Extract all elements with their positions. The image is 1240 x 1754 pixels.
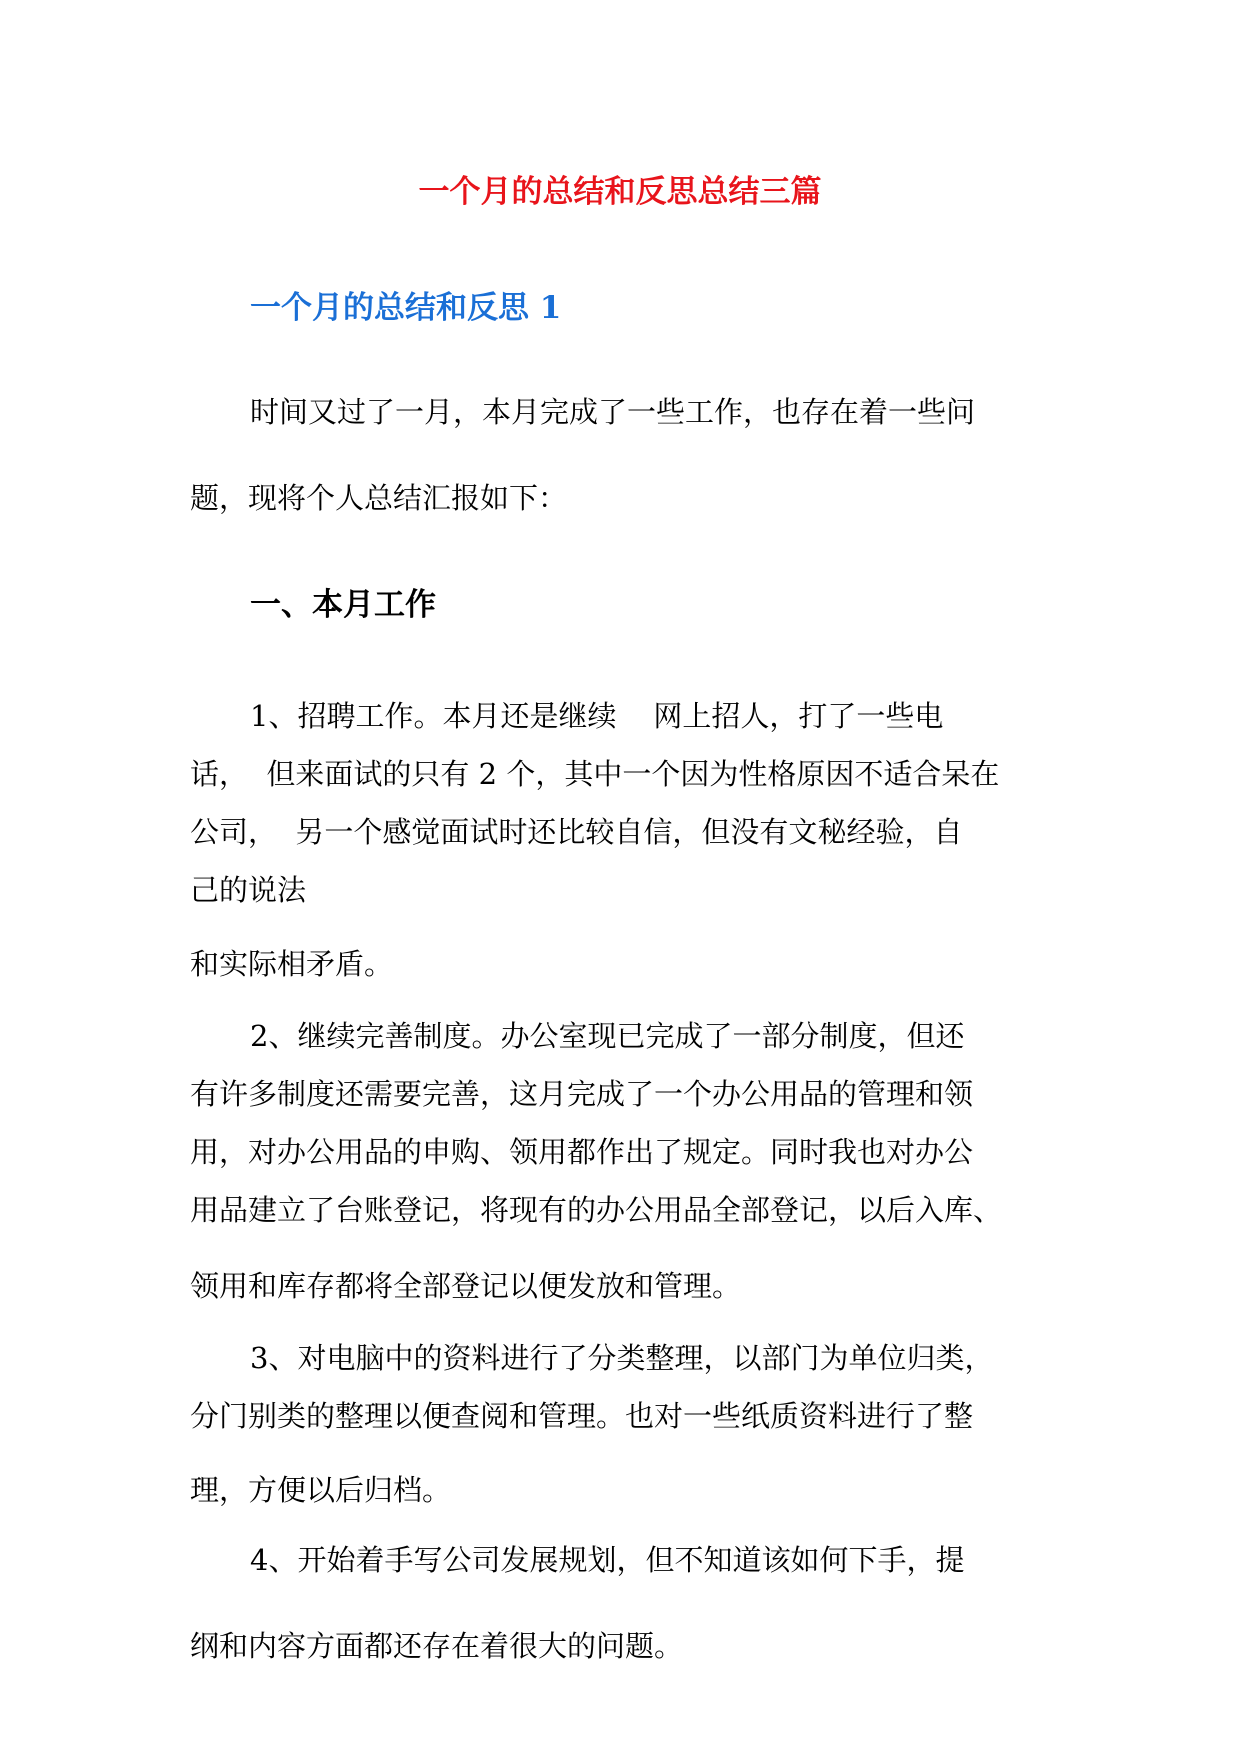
paragraph-line: 话， 但来面试的只有 2 个，其中一个因为性格原因不适合呆在 — [190, 757, 1000, 791]
paragraph-line: 时间又过了一月，本月完成了一些工作，也存在着一些问 — [250, 395, 976, 429]
paragraph-line: 有许多制度还需要完善，这月完成了一个办公用品的管理和领 — [190, 1077, 974, 1111]
paragraph-line: 4、开始着手写公司发展规划，但不知道该如何下手，提 — [250, 1543, 965, 1577]
paragraph-line: 用，对办公用品的申购、领用都作出了规定。同时我也对办公 — [190, 1135, 974, 1169]
section-heading: 一个月的总结和反思 1 — [250, 290, 562, 326]
paragraph-line: 题，现将个人总结汇报如下： — [190, 481, 568, 515]
paragraph-line: 领用和库存都将全部登记以便发放和管理。 — [190, 1269, 742, 1303]
paragraph-line: 3、对电脑中的资料进行了分类整理，以部门为单位归类， — [250, 1341, 994, 1375]
paragraph-line: 公司， 另一个感觉面试时还比较自信，但没有文秘经验，自 — [190, 815, 963, 849]
paragraph-line: 分门别类的整理以便查阅和管理。也对一些纸质资料进行了整 — [190, 1399, 974, 1433]
paragraph-line: 己的说法 — [190, 873, 307, 907]
paragraph-line: 用品建立了台账登记，将现有的办公用品全部登记，以后入库、 — [190, 1193, 1003, 1227]
paragraph-line: 和实际相矛盾。 — [190, 947, 394, 981]
paragraph-line: 2、继续完善制度。办公室现已完成了一部分制度，但还 — [250, 1019, 965, 1053]
paragraph-line: 理，方便以后归档。 — [190, 1473, 452, 1507]
sub-heading-work: 一、本月工作 — [250, 587, 436, 623]
paragraph-line: 1、招聘工作。本月还是继续 网上招人，打了一些电 — [250, 699, 944, 733]
paragraph-line: 纲和内容方面都还存在着很大的问题。 — [190, 1629, 684, 1663]
document-title: 一个月的总结和反思总结三篇 — [418, 174, 822, 210]
